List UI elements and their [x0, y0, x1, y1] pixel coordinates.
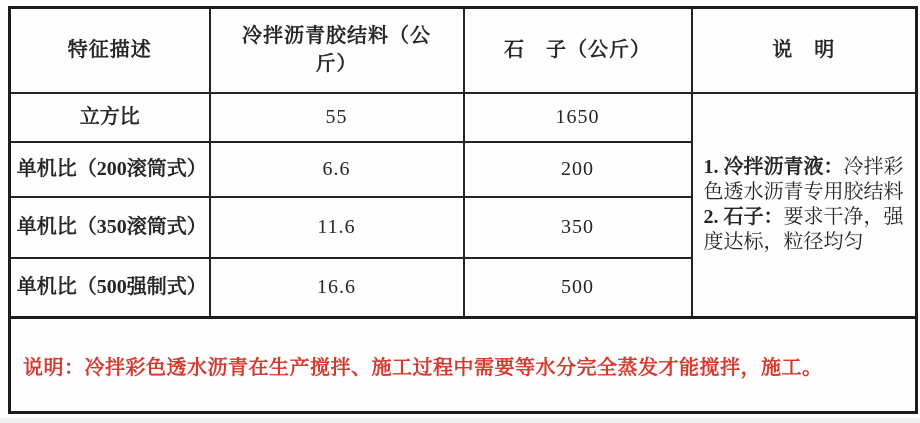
remark-item [704, 155, 906, 205]
row-label: 立方比 [79, 105, 140, 128]
row-label-cell [10, 93, 210, 142]
stone-value-cell: 350 [464, 197, 692, 258]
footnote-row [10, 318, 917, 413]
row-label: 单机比（200滚筒式） [16, 157, 207, 180]
binder-value-cell: 55 [210, 93, 464, 142]
stone-value-cell: 500 [464, 258, 692, 318]
remark-item-label: 2. 石子： [703, 205, 784, 228]
binder-value-cell: 16.6 [210, 258, 464, 318]
page-bottom-edge [0, 418, 920, 423]
remark-item-label: 1. 冷拌沥青液： [703, 155, 844, 178]
row-label-cell [10, 142, 210, 197]
feature-header-label: 特征描述 [67, 39, 152, 62]
remark-header-cell [692, 8, 917, 93]
remark-item [704, 205, 906, 255]
binder-header-label: 冷拌沥青胶结料（公斤） [242, 25, 431, 76]
binder-value-cell: 11.6 [210, 197, 464, 258]
stone-header-label: 石 子（公斤） [504, 39, 651, 62]
binder-header-cell [210, 8, 464, 93]
stone-value-cell: 200 [464, 142, 692, 197]
remark-item-text: 要求干净，强度达标，粒径均匀 [703, 205, 904, 253]
mix-ratio-table [8, 6, 918, 414]
footnote-text: 说明：冷拌彩色透水沥青在生产搅拌、施工过程中需要等水分完全蒸发才能搅拌，施工。 [23, 356, 823, 379]
header-row [10, 8, 917, 93]
binder-value-cell: 6.6 [210, 142, 464, 197]
feature-header-cell [10, 8, 210, 93]
stone-value-cell: 1650 [464, 93, 692, 142]
row-label-cell [10, 258, 210, 318]
row-label: 单机比（350滚筒式） [16, 215, 207, 238]
row-label-cell [10, 197, 210, 258]
remarks-cell [692, 93, 917, 318]
footnote-cell [10, 318, 917, 413]
stone-header-cell [464, 8, 692, 93]
table-row [10, 93, 917, 142]
row-label: 单机比（500强制式） [16, 275, 207, 298]
remark-item-text: 冷拌彩色透水沥青专用胶结料 [703, 155, 904, 203]
remark-header-label: 说 明 [772, 39, 836, 62]
